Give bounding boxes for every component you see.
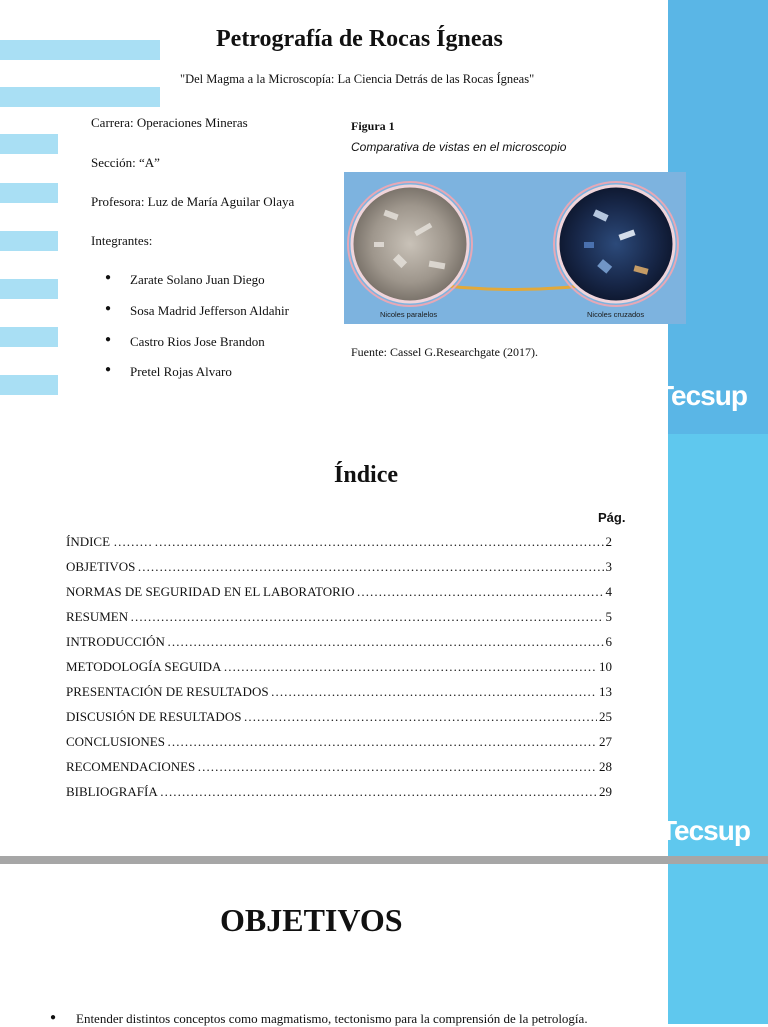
toc-page: 2: [605, 534, 612, 549]
toc-label: ÍNDICE ………: [66, 534, 153, 549]
right-view-label: Nicoles cruzados: [587, 310, 645, 319]
toc-page: 10: [599, 659, 612, 674]
logo-initial: T: [660, 815, 675, 846]
toc-leader: [160, 784, 597, 800]
page-divider: [0, 856, 768, 864]
toc-label: METODOLOGÍA SEGUIDA: [66, 659, 222, 674]
toc-leader: [197, 759, 597, 775]
toc-entry[interactable]: [66, 784, 612, 802]
toc-page: 6: [605, 634, 612, 649]
toc-page: 27: [599, 734, 612, 749]
toc-label: PRESENTACIÓN DE RESULTADOS: [66, 684, 269, 699]
toc-entry[interactable]: [66, 759, 612, 777]
logo-text: ecsup: [674, 815, 750, 846]
toc-leader: [243, 709, 597, 725]
right-sample-view: [558, 186, 674, 302]
decorative-stripe: [0, 40, 160, 60]
toc-leader: [357, 584, 604, 600]
figure-caption: Comparativa de vistas en el microscopio: [351, 140, 567, 154]
bullet-icon: ●: [105, 303, 112, 314]
toc-page: 13: [599, 684, 612, 699]
decorative-stripe: [0, 279, 58, 299]
toc-label: INTRODUCCIÓN: [66, 634, 165, 649]
toc-leader: [167, 634, 604, 650]
toc-entry[interactable]: [66, 659, 612, 677]
tecsup-logo: [660, 815, 750, 847]
toc-leader: [130, 609, 603, 625]
toc-entry[interactable]: [66, 684, 612, 702]
toc-entry[interactable]: [66, 634, 612, 652]
toc-entry[interactable]: [66, 584, 612, 602]
toc-leader: [167, 734, 597, 750]
list-item: [105, 364, 232, 380]
microscope-illustration: [344, 172, 686, 324]
figure-label: Figura 1: [351, 119, 395, 133]
toc-entry[interactable]: [66, 709, 612, 727]
list-item: [105, 272, 265, 288]
toc-leader: [223, 659, 597, 675]
objectives-title: OBJETIVOS: [220, 902, 403, 938]
toc-label: NORMAS DE SEGURIDAD EN EL LABORATORIO: [66, 584, 355, 599]
logo-initial: T: [657, 380, 672, 411]
members-label: Integrantes:: [91, 233, 153, 248]
brand-panel-lower: [668, 434, 768, 1024]
member-name: Castro Rios Jose Brandon: [130, 334, 265, 349]
toc-leader: [137, 559, 603, 575]
toc-label: BIBLIOGRAFÍA: [66, 784, 158, 799]
member-name: Pretel Rojas Alvaro: [130, 364, 232, 379]
section-text: Sección: “A”: [91, 155, 160, 170]
member-name: Zarate Solano Juan Diego: [130, 272, 265, 287]
bullet-icon: ●: [105, 334, 112, 345]
toc-label: RESUMEN: [66, 609, 129, 624]
page-title: Petrografía de Rocas Ígneas: [216, 26, 503, 52]
member-name: Sosa Madrid Jefferson Aldahir: [130, 303, 289, 318]
bullet-icon: ●: [105, 272, 112, 283]
teacher-text: Profesora: Luz de María Aguilar Olaya: [91, 194, 295, 209]
toc-label: RECOMENDACIONES: [66, 759, 196, 774]
toc-page: 29: [599, 784, 612, 799]
toc-leader: [271, 684, 597, 700]
brand-side-panel: [668, 0, 768, 1024]
left-view-label: Nicoles paralelos: [380, 310, 438, 319]
left-sample-view: [352, 186, 468, 302]
microscope-figure-image: [344, 172, 686, 324]
decorative-stripe: [0, 327, 58, 347]
toc-entry[interactable]: [66, 734, 612, 752]
logo-text: ecsup: [671, 380, 747, 411]
index-page-header: Pág.: [598, 510, 626, 525]
tecsup-logo: [657, 380, 747, 412]
decorative-stripe: [0, 231, 58, 251]
figure-source: Fuente: Cassel G.Researchgate (2017).: [351, 345, 538, 359]
decorative-stripe: [0, 134, 58, 154]
toc-label: DISCUSIÓN DE RESULTADOS: [66, 709, 242, 724]
index-title: Índice: [334, 462, 399, 488]
decorative-stripe: [0, 183, 58, 203]
toc-label: CONCLUSIONES: [66, 734, 165, 749]
toc-label: OBJETIVOS: [66, 559, 136, 574]
objective-item: Entender distintos conceptos como magmatismo, tectonismo para la comprensión de la petrología.: [76, 1011, 588, 1026]
toc-page: 25: [599, 709, 612, 724]
toc-page: 28: [599, 759, 612, 774]
page-subtitle: "Del Magma a la Microscopía: La Ciencia Detrás de las Rocas Ígneas": [180, 72, 535, 86]
toc-entry[interactable]: [66, 559, 612, 577]
toc-entry[interactable]: [66, 609, 612, 627]
toc-entry[interactable]: [66, 534, 612, 552]
toc-page: 4: [605, 584, 612, 599]
bullet-icon: ●: [105, 364, 112, 375]
toc-page: 5: [605, 609, 612, 624]
toc-page: 3: [605, 559, 612, 574]
toc-leader: [154, 534, 603, 550]
bullet-icon: ●: [50, 1012, 57, 1023]
career-text: Carrera: Operaciones Mineras: [91, 115, 248, 130]
decorative-stripe: [0, 375, 58, 395]
list-item: [105, 334, 265, 350]
list-item: [105, 303, 289, 319]
decorative-stripe: [0, 87, 160, 107]
